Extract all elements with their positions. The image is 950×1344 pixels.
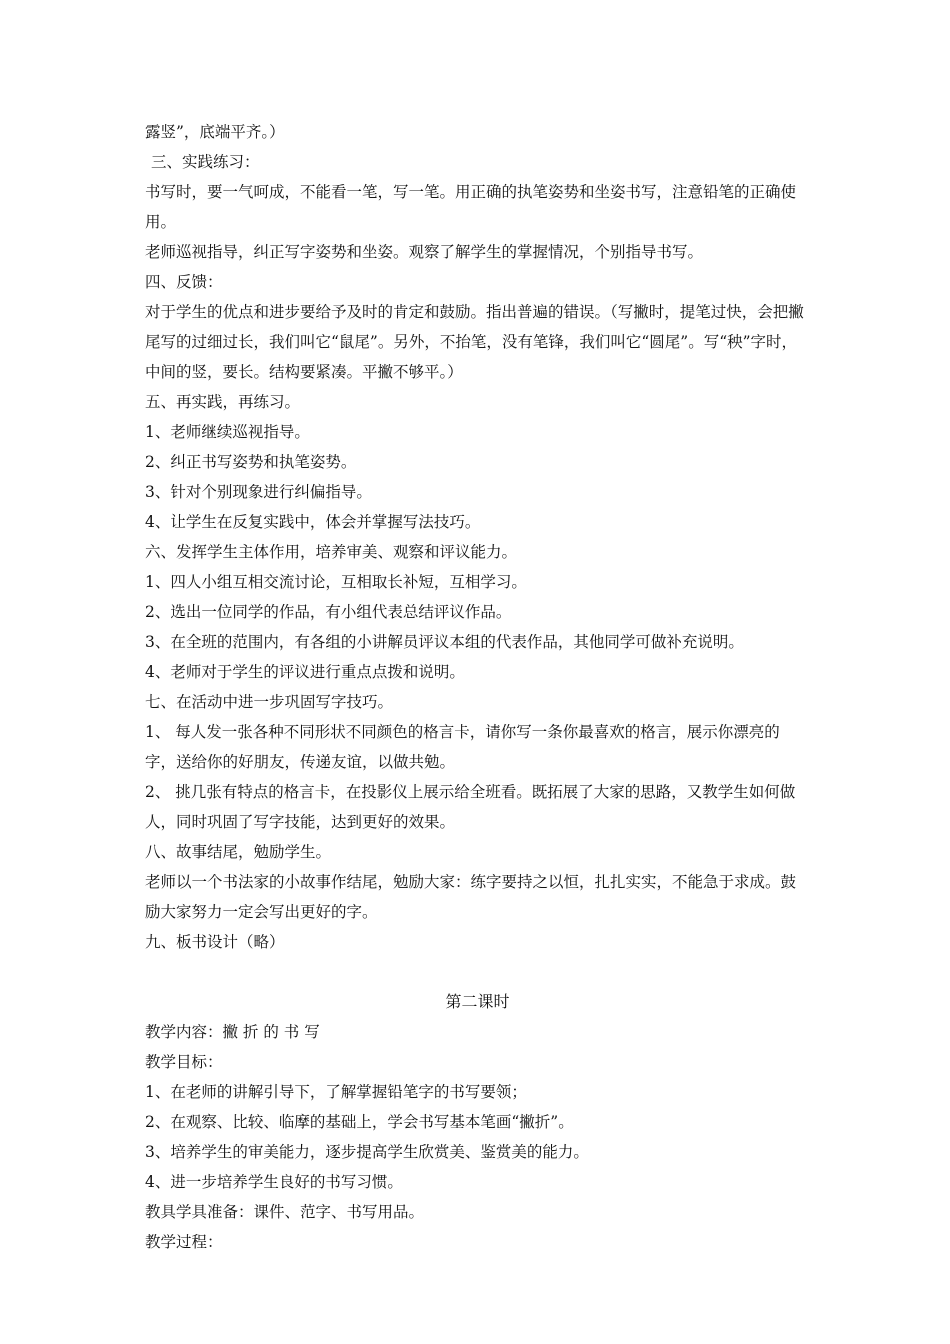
list-item: 4、进一步培养学生良好的书写习惯。 [145,1173,403,1191]
list-item: 2、 挑几张有特点的格言卡，在投影仪上展示给全班看。既拓展了大家的思路，又教学生如何做人，同时巩固了写字技能，达到更好的效果。 [145,783,796,831]
list-item: 4、让学生在反复实践中，体会并掌握写法技巧。 [145,513,481,531]
list-item: 3、针对个别现象进行纠偏指导。 [145,483,372,501]
list-item: 2、纠正书写姿势和执笔姿势。 [145,453,357,471]
list-item: 1、在老师的讲解引导下，了解掌握铅笔字的书写要领； [145,1083,527,1101]
teaching-content: 教学内容：撇 折 的 书 写 [145,1023,320,1041]
lesson-title [145,957,810,1017]
list-item: 1、 每人发一张各种不同形状不同颜色的格言卡，请你写一条你最喜欢的格言，展示你漂亮的字，送给你的好朋友，传递友谊，以做共勉。 [145,723,780,771]
list-item: 4、老师对于学生的评议进行重点点拨和说明。 [145,663,465,681]
text-paragraph: 老师以一个书法家的小故事作结尾，勉励大家：练字要持之以恒，扎扎实实，不能急于求成。鼓励大家努力一定会写出更好的字。 [145,873,797,921]
text-paragraph: 对于学生的优点和进步要给予及时的肯定和鼓励。指出普遍的错误。（写撇时，提笔过快，会把撇尾写的过细过长，我们叫它“鼠尾”。另外，不抬笔，没有笔锋，我们叫它“圆尾”。写“秧”字时，中间的竖，要长。结构要紧凑。平撇不够平。） [145,303,804,381]
section-heading-blackboard: 九、板书设计（略） [145,933,285,951]
list-item: 1、老师继续巡视指导。 [145,423,310,441]
document-body [145,117,810,1257]
list-item: 1、四人小组互相交流讨论，互相取长补短，互相学习。 [145,573,527,591]
text-paragraph: 书写时，要一气呵成，不能看一笔，写一笔。用正确的执笔姿势和坐姿书写，注意铅笔的正确使用。 [145,183,797,231]
text-line: 老师巡视指导，纠正写字姿势和坐姿。观察了解学生的掌握情况，个别指导书写。 [145,243,704,261]
teaching-materials: 教具学具准备：课件、范字、书写用品。 [145,1203,425,1221]
section-heading-practice: 三、实践练习： [151,153,260,171]
teaching-process-heading: 教学过程： [145,1233,223,1251]
teaching-goals-heading: 教学目标： [145,1053,223,1071]
list-item: 2、在观察、比较、临摩的基础上，学会书写基本笔画“撇折”。 [145,1113,574,1131]
section-heading-repractice: 五、再实践，再练习。 [145,393,301,411]
section-heading-feedback: 四、反馈： [145,273,223,291]
list-item: 3、在全班的范围内，有各组的小讲解员评议本组的代表作品，其他同学可做补充说明。 [145,633,744,651]
section-heading-story-ending: 八、故事结尾，勉励学生。 [145,843,332,861]
lesson-title-text: 第二课时 [445,992,510,1011]
list-item: 2、选出一位同学的作品，有小组代表总结评议作品。 [145,603,512,621]
section-heading-student-role: 六、发挥学生主体作用，培养审美、观察和评议能力。 [145,543,518,561]
section-heading-activity: 七、在活动中进一步巩固写字技巧。 [145,693,394,711]
list-item: 3、培养学生的审美能力，逐步提高学生欣赏美、鉴赏美的能力。 [145,1143,589,1161]
text-line: 露竖”，底端平齐。） [145,123,285,141]
